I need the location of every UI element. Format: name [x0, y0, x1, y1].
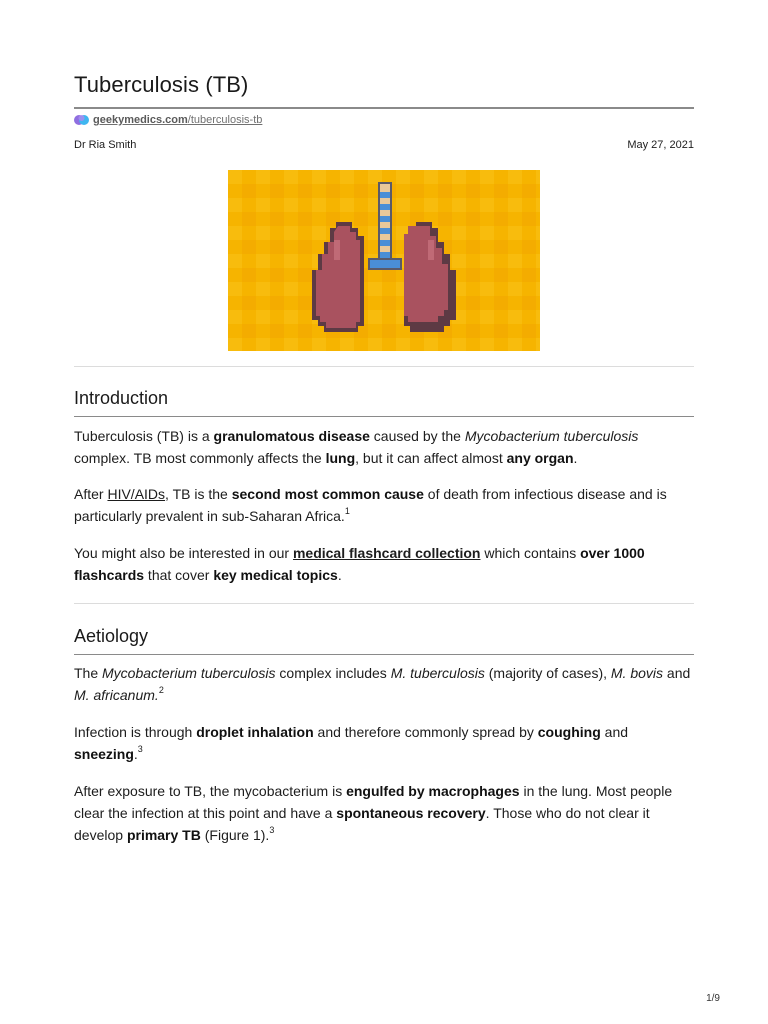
title-divider	[74, 107, 694, 109]
citation[interactable]: 2	[158, 685, 164, 696]
page-title: Tuberculosis (TB)	[74, 72, 249, 97]
aetiology-paragraph-1: The Mycobacterium tuberculosis complex includes M. tuberculosis (majority of cases), M. bovis and M. africanum.$^2$	[74, 665, 691, 703]
intro-paragraph-1: Tuberculosis (TB) is a granulomatous disease caused by the Mycobacterium tuberculosis complex. TB most commonly affects the lung, but it can affect almost any organ.	[74, 428, 639, 466]
citation[interactable]: 3	[137, 744, 143, 755]
lungs-icon	[228, 170, 540, 351]
section-heading-aetiology: Aetiology	[74, 626, 149, 646]
intro-paragraph-2: After HIV/AIDs, TB is the second most common cause of death from infectious disease and is particularly prevalent in sub-Saharan Africa.$^1$	[74, 486, 667, 524]
hero-image	[228, 170, 540, 351]
page-number: 1/9	[706, 993, 720, 1004]
section-heading-introduction: Introduction	[74, 388, 169, 408]
flashcard-collection-link[interactable]: medical flashcard collection	[292, 545, 481, 561]
source-link-row	[74, 114, 262, 126]
citation[interactable]: 3	[269, 825, 275, 836]
intro-paragraph-3: You might also be interested in our medical flashcard collection which contains over 1000 flashcards that cover key medical topics.	[74, 545, 645, 583]
hiv-aids-link[interactable]: HIV/AIDs	[107, 486, 166, 502]
aetiology-paragraph-2: Infection is through droplet inhalation and therefore commonly spread by coughing and sneezing.$^3$	[74, 724, 629, 762]
source-domain: geekymedics.com	[93, 114, 188, 126]
aetiology-paragraph-3: After exposure to TB, the mycobacterium is engulfed by macrophages in the lung. Most people clear the infection at this point and have a spontaneous recovery. Those who do not clear it develop primary TB (Figure 1).$^3$	[74, 783, 673, 843]
heading-rule	[74, 416, 694, 417]
source-link[interactable]	[93, 114, 262, 126]
section-divider	[74, 603, 694, 604]
citation[interactable]: 1	[344, 506, 350, 517]
brain-icon	[74, 114, 90, 126]
publish-date: May 27, 2021	[627, 139, 694, 151]
source-path: /tuberculosis-tb	[187, 114, 263, 126]
heading-rule	[74, 654, 694, 655]
section-divider	[74, 366, 694, 367]
author-name: Dr Ria Smith	[74, 139, 137, 151]
